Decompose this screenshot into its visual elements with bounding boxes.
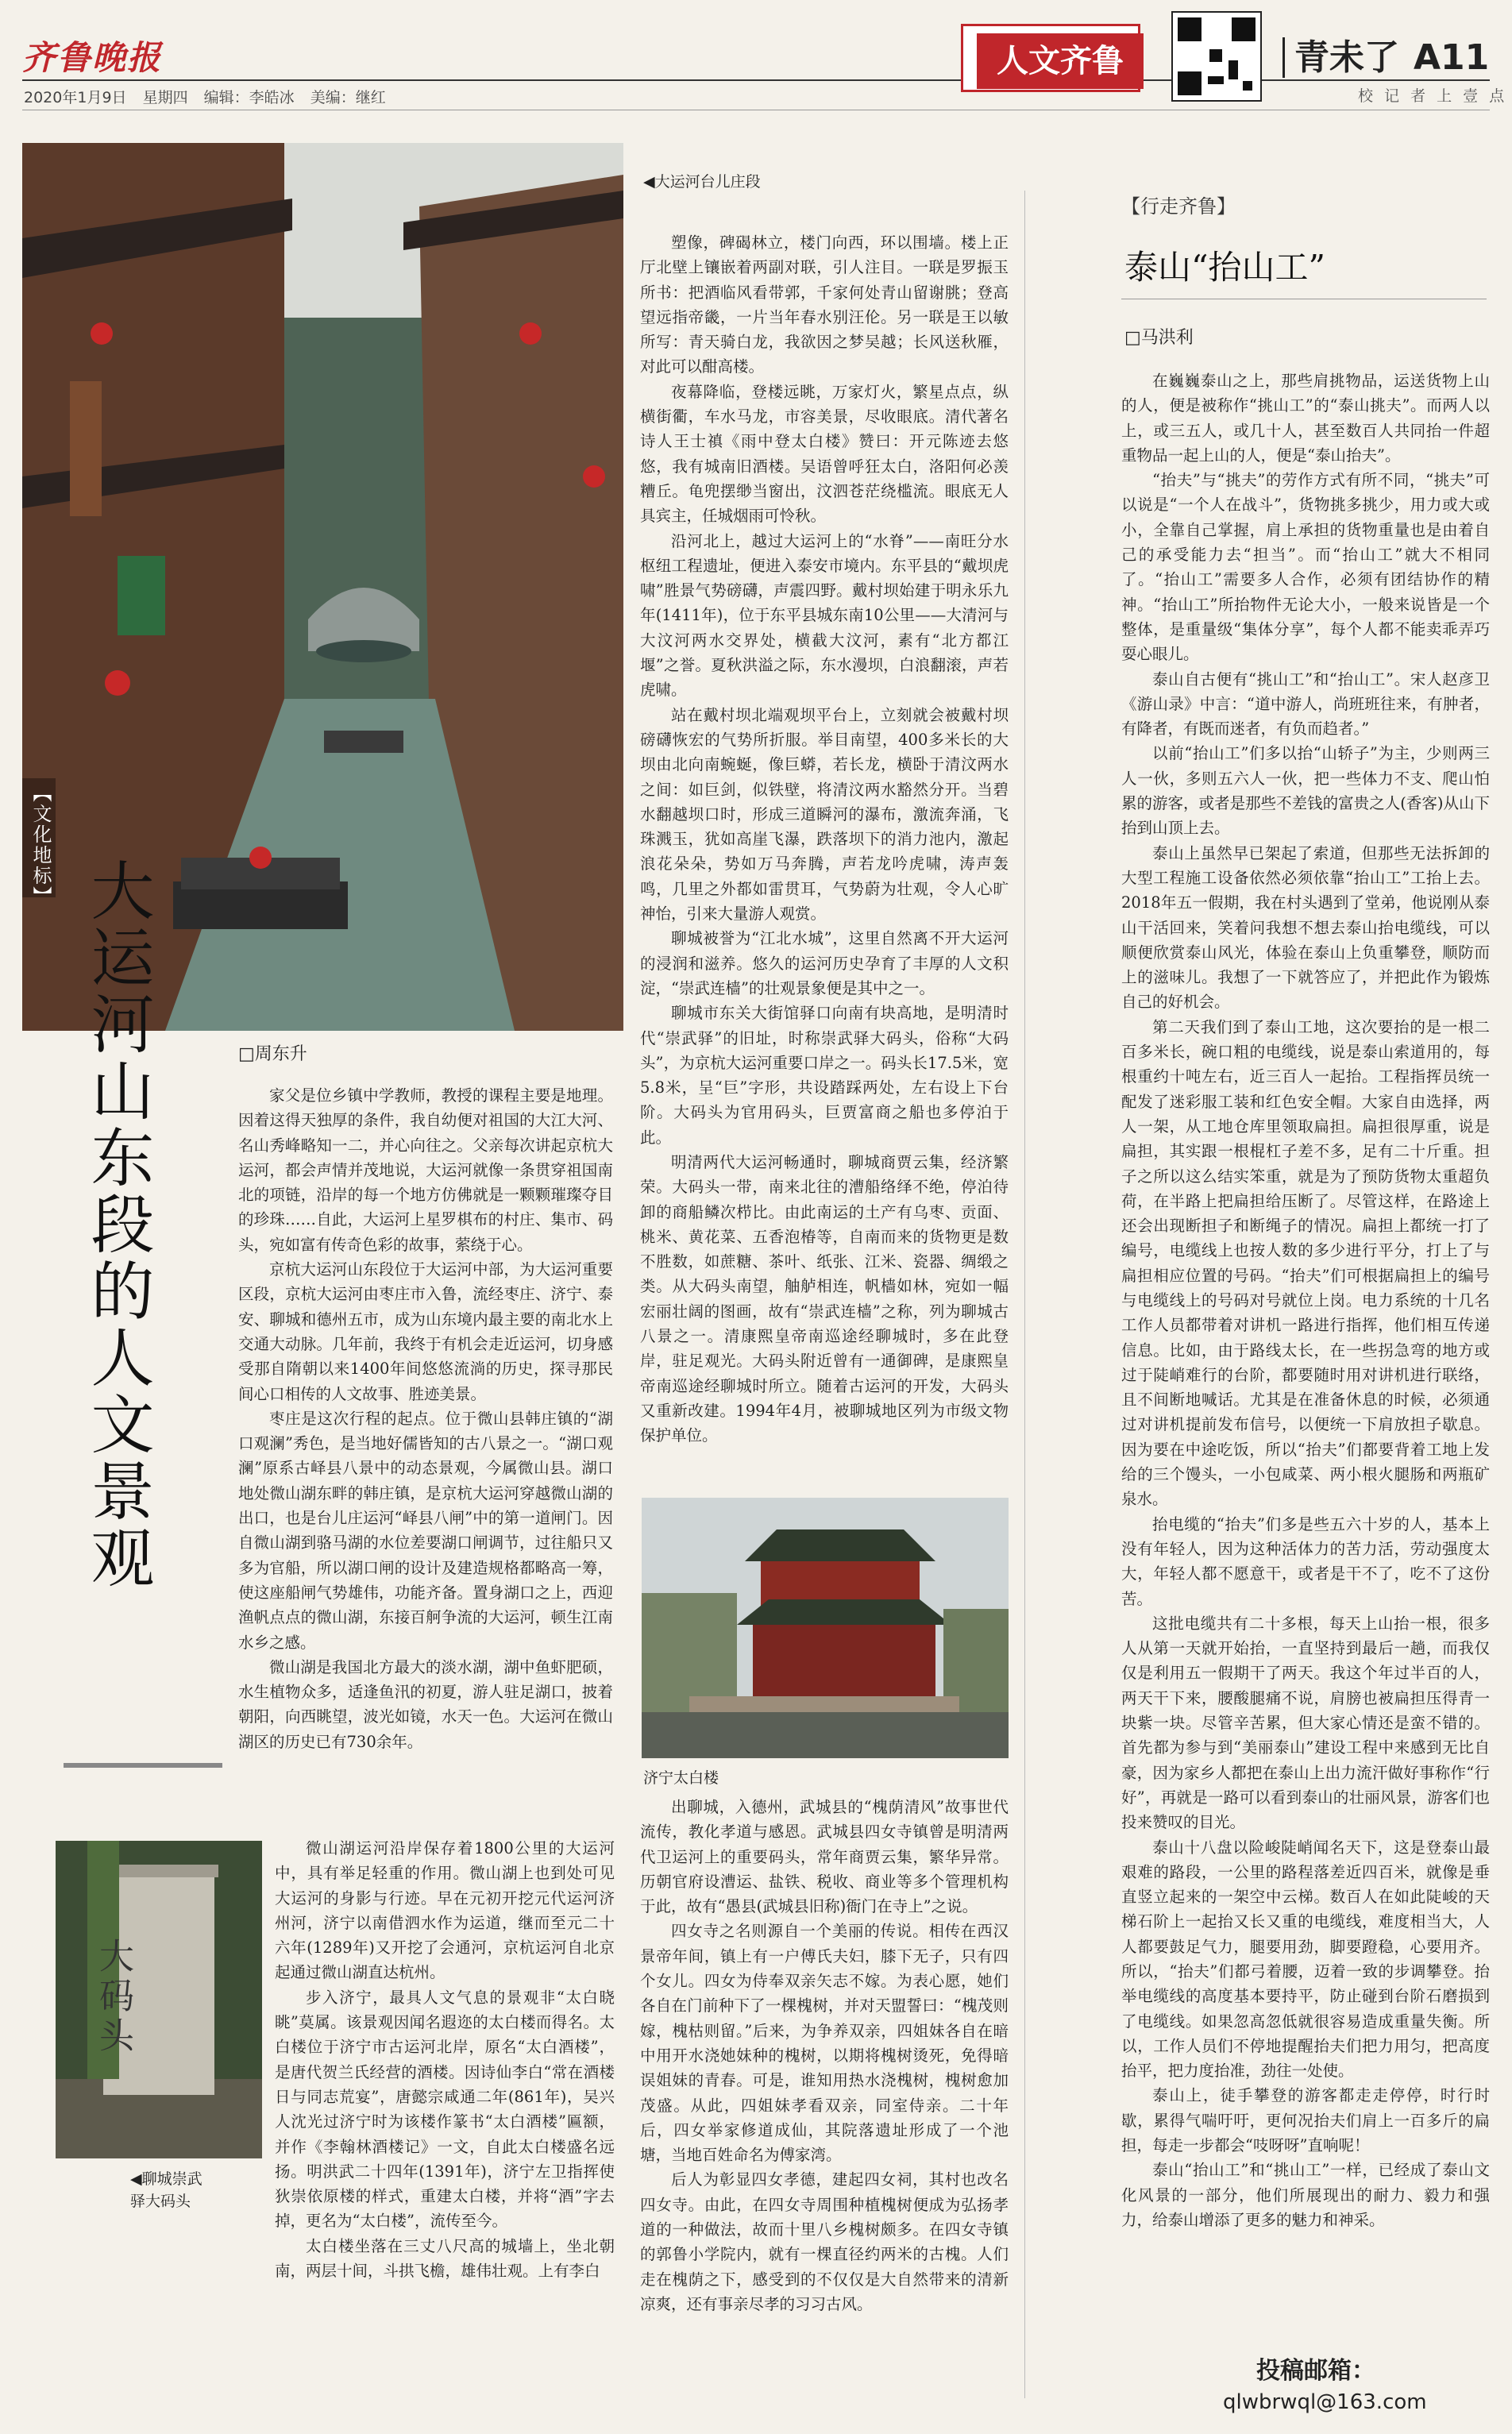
paragraph: 后人为彰显四女孝德，建起四女祠，其村也改名四女寺。由此，在四女寺周围种植槐树便成为弘扬孝道的一种做法，故而十里八乡槐树颇多。在四女寺镇的郭鲁小学院内，就有一棵直径约两米的古槐。人们走在槐荫之下，感受到的不仅仅是大自然带来的清新凉爽，还有事亲尽孝的习习古风。 [640,2170,1009,2313]
column-divider [1024,191,1025,2398]
taibai-tower-photo-art [642,1498,1009,1758]
paragraph: 站在戴村坝北端观坝平台上，立刻就会被戴村坝磅礴恢宏的气势所折服。举目南望，400多米长的大坝由北向南蜿蜒，像巨蟒，若长龙，横卧于清汶两水之间：如巨剑，似铁壁，将清汶两水豁然分开。当碧水翻越坝口时，形成三道瞬河的瀑布，激流奔涌，飞珠溅玉，犹如高崖飞瀑，跌落坝下的消力池内，激起浪花朵朵，势如万马奔腾，声若龙吟虎啸，涛声轰鸣，几里之外都如雷贯耳，气势蔚为壮观，令人心旷神怡，引来大量游人观赏。 [640,705,1009,924]
paragraph: 微山湖运河沿岸保存着1800公里的大运河中，具有举足轻重的作用。微山湖上也到处可见大运河的身影与行迹。早在元初开挖元代运河济州河，济宁以南借泗水作为运道，继而至元二十六年(1289年)又开挖了会通河，京杭运河自北京起通过微山湖直达杭州。 [275,1839,615,1982]
paragraph: 夜幕降临，登楼远眺，万家灯火，繁星点点，纵横街衢，车水马龙，市容美景，尽收眼底。清代著名诗人王士禛《雨中登太白楼》赞曰：开元陈迹去悠悠，我有城南旧酒楼。吴语曾呼狂太白，洛阳何必羡糟丘。龟兜摆缈当窗出，汶泗苍茫绕槛流。眼底无人具宾主，任城烟雨可怜秋。 [640,382,1009,526]
paragraph: 步入济宁，最具人文气息的景观非“太白晓眺”莫属。该景观因闻名遐迩的太白楼而得名。太白楼位于济宁市古运河北岸，原名“太白酒楼”，是唐代贺兰氏经营的酒楼。因诗仙李白“常在酒楼日与同志荒宴”，唐懿宗咸通二年(861年)，吴兴人沈光过济宁时为该楼作篆书“太白酒楼”匾额，并作《李翰林酒楼记》一文，自此太白楼盛名远扬。明洪武二十四年(1391年)，济宁左卫指挥使狄崇依原楼的样式，重建太白楼，并将“酒”字去掉，更名为“太白楼”，流传至今。 [275,1988,615,2231]
submission-email[interactable]: qlwbrwql@163.com [1223,2390,1427,2414]
paragraph: 枣庄是这次行程的起点。位于微山县韩庄镇的“湖口观澜”秀色，是当地好儒皆知的古八景之一。“湖口观澜”原系古峄县八景中的动态景观，今属微山县。湖口地处微山湖东畔的韩庄镇，是京杭大运河穿越微山湖的出口，也是台儿庄运河“峄县八闸”中的第一道闸门。因自微山湖到骆马湖的水位差要湖口闸调节，过往船只又多为官船，所以湖口闸的设计及建造规格都略高一筹，使这座船闸气势雄伟，功能齐备。置身湖口之上，西迎渔帆点点的微山湖，东接百舸争流的大运河，顿生江南水乡之感。 [238,1409,613,1652]
paragraph: 这批电缆共有二十多根，每天上山抬一根，很多人从第一天就开始抬，一直坚持到最后一趟，而我仅仅是利用五一假期干了两天。我这个年过半百的人，两天干下来，腰酸腿痛不说，肩膀也被扁担压得青一块紫一块。尽管辛苦累，但大家心情还是蛮不错的。首先都为参与到“美丽泰山”建设工程中来感到无比自豪，因为家乡人都把在泰山上出力流汗做好事称作“行好”，再就是一路可以看到泰山的壮丽风景，游客们也投来赞叹的目光。 [1121,1614,1490,1832]
paragraph: 明清两代大运河畅通时，聊城商贾云集，经济繁荣。大码头一带，南来北往的漕船络绎不绝，停泊待卸的商船鳞次栉比。由此南运的土产有乌枣、贡面、桃米、黄花菜、五香泡椿等，自南而来的货物更是数不胜数，如蔗糖、茶叶、纸张、江米、瓷器、绸缎之类。从大码头南望，舳舻相连，帆樯如林，宛如一幅宏丽壮阔的图画，故有“崇武连樯”之称，列为聊城古八景之一。清康熙皇帝南巡途经聊城时，多在此登岸，驻足观光。大码头附近曾有一通御碑，是康熙皇帝南巡途经聊城时所立。随着古运河的开发，大码头又重新改建。1994年4月，被聊城地区列为市级文物保护单位。 [640,1152,1009,1445]
right-story-byline: □马洪利 [1124,328,1194,348]
paragraph: 泰山自古便有“挑山工”和“抬山工”。宋人赵彦卫《游山录》中言：“道中游人，尚班班往来，有肿者，有降者，有既而迷者，有负而趋者。” [1121,669,1490,739]
page-credits: 校 记 者 上 壹 点 [1358,87,1508,105]
newspaper-logo: 齐鲁晚报 [22,38,163,77]
canal-photo-caption: ◀大运河台儿庄段 [643,173,761,191]
paragraph: 在巍巍泰山之上，那些肩挑物品，运送货物上山的人，便是被称作“挑山工”的“泰山挑夫”。而两人以上，或三五人，或几十人，甚至数百人共同抬一件超重物品一起上山的人，便是“泰山抬夫”。 [1121,372,1490,465]
culture-label: 【文化地标】 [29,783,52,907]
paragraph: 以前“抬山工”们多以抬“山轿子”为主，少则两三人一伙，多则五六人一伙，把一些体力不支、爬山怕累的游客，或者是那些不差钱的富贵之人(香客)从山下抬到山顶上去。 [1121,744,1490,838]
paragraph: 家父是位乡镇中学教师，教授的课程主要是地理。因着这得天独厚的条件，我自幼便对祖国的大江大河、名山秀峰略知一二，并心向往之。父亲每次讲起京杭大运河，都会声情并茂地说，大运河就像一条贯穿祖国南北的项链，沿岸的每一个地方仿佛就是一颗颗璀璨夺目的珍珠……自此，大运河上星罗棋布的村庄、集市、码头，宛如富有传奇色彩的故事，萦绕于心。 [238,1086,613,1254]
paragraph: 第二天我们到了泰山工地，这次要抬的是一根二百多米长，碗口粗的电缆线，说是泰山索道用的，每根重约十吨左右，近三百人一起抬。工程指挥员统一配发了迷彩服工装和红色安全帽。大家自由选择，两人一架，从工地仓库里领取扁担。扁担很厚重，说是扁担，其实跟一根棍杠子差不多，足有二十斤重。担子之所以这么结实笨重，就是为了预防货物太重超负荷，在半路上把扁担给压断了。尽管这样，在路途上还会出现断担子和断绳子的情况。扁担上都统一打了编号，电缆线上也按人数的多少进行平分，打上了与扁担相应位置的号码。“抬夫”们可根据扁担上的编号与电缆线上的号码对号就位上岗。电力系统的十几名工作人员都带着对讲机一路进行指挥，他们相互传递信息。比如，由于路线太长，在一些拐急弯的地方或过于陡峭难行的台阶，都要随时用对讲机进行联络，且不间断地喊话。尤其是在准备休息的时候，必须通过对讲机提前发布信号，以便统一下肩放担子歇息。因为要在中途吃饭，所以“抬夫”们都要背着工地上发给的三个馒头，一小包咸菜、两小根火腿肠和两瓶矿泉水。 [1121,1017,1490,1509]
paragraph: 聊城被誉为“江北水城”，这里自然离不开大运河的浸润和滋养。悠久的运河历史孕育了丰厚的人文积淀，“崇武连樯”的壮观景象便是其中之一。 [640,929,1009,997]
left-story-title: 大运河山东段的人文景观 [80,858,154,1591]
left-story-column-3 [640,230,1009,1504]
paragraph: 聊城市东关大街馆驿口向南有块高地，是明清时代“崇武驿”的旧址，时称崇武驿大码头，俗称“大码头”，为京杭大运河重要口岸之一。码头长17.5米，宽5.8米，呈“巨”字形，共设踏踩两处，左右设上下台阶。大码头为官用码头，巨贾富商之船也多停泊于此。 [640,1004,1009,1147]
paragraph: 微山湖是我国北方最大的淡水湖，湖中鱼虾肥硕，水生植物众多，适逢鱼汛的初夏，游人驻足湖口，披着朝阳，向西眺望，波光如镜，水天一色。大运河在微山湖区的历史已有730余年。 [238,1657,613,1751]
paragraph: “抬夫”与“挑夫”的劳作方式有所不同，“挑夫”可以说是“一个人在战斗”，货物挑多挑少，用力或大或小，全靠自己掌握，肩上承担的货物重量也是由着自己的承受能力去“担当”。而“抬山工”就大不相同了。“抬山工”需要多人合作，必须有团结协作的精神。“抬山工”所抬物件无论大小，一般来说皆是一个整体，是重量级“集体分享”，每个人都不能卖乖弄巧耍心眼儿。 [1121,471,1490,664]
paragraph: 泰山上，徒手攀登的游客都走走停停，时行时歇，累得气喘吁吁，更何况抬夫们肩上一百多斤的扁担，每走一步都会“吱呀呀”直响呢！ [1121,2086,1490,2155]
page-number: A11 [1414,37,1490,78]
right-story-label: 【行走齐鲁】 [1121,195,1236,218]
paragraph: 出聊城，入德州，武城县的“槐荫清风”故事世代流传，教化孝道与感恩。武城县四女寺镇曾是明清两代卫运河上的重要码头，常年商贾云集，繁华异常。历朝官府设漕运、盐铁、税收、商业等多个管理机构于此，故有“愚县(武城县旧称)衙门在寺上”之说。 [640,1798,1009,1916]
taibai-tower-caption: 济宁太白楼 [643,1769,719,1787]
title-rule [64,1763,222,1768]
paragraph: 泰山上虽然早已架起了索道，但那些无法拆卸的大型工程施工设备依然必须依靠“抬山工”工抬上去。2018年五一假期，我在村头遇到了堂弟，他说刚从泰山干活回来，笑着问我想不想去泰山抬电缆线，可以顺便欣赏泰山风光，体验在泰山上负重攀登，顺防而上的滋味儿。我想了一下就答应了，并把此作为锻炼自己的好机会。 [1121,843,1490,1012]
right-story-title: 泰山“抬山工” [1124,248,1325,287]
paragraph: 沿河北上，越过大运河上的“水脊”——南旺分水枢纽工程遗址，便进入泰安市境内。东平县的“戴坝虎啸”胜景气势磅礴，声震四野。戴村坝始建于明永乐九年(1411年)，位于东平县城东南10公里——大清河与大汶河两水交界处，横截大汶河，素有“北方都江堰”之誉。夏秋洪溢之际，东水漫坝，白浪翻滚，声若虎啸。 [640,531,1009,700]
paragraph: 塑像，碑碣林立，楼门向西，环以围墙。楼上正厅北壁上镶嵌着两副对联，引人注目。一联是罗振玉所书：把酒临风看带郭，千家何处青山留谢朓；登高望远指帝畿，一片当年春水别汪伦。另一联是王以敏所写：青天骑白龙，我欲因之梦吴越；长风送秋雁，对此可以酣高楼。 [640,233,1009,376]
stele-photo [56,1841,262,2158]
paragraph: 泰山“抬山工”和“挑山工”一样，已经成了泰山文化风景的一部分，他们所展现出的耐力、毅力和强力，给泰山增添了更多的魅力和神采。 [1121,2161,1490,2229]
qr-code-icon [1171,11,1262,102]
right-story-body [1121,368,1490,2338]
header-rule [22,79,1490,81]
paragraph: 太白楼坐落在三丈八尺高的城墙上，坐北朝南，两层十间，斗拱飞檐，雄伟壮观。上有李白 [275,2236,615,2281]
paragraph: 京杭大运河山东段位于大运河中部，为大运河重要区段，京杭大运河由枣庄市入鲁，流经枣庄、济宁、泰安、聊城和德州五市，成为山东境内最主要的南北水上交通大动脉。几年前，我终于有机会走近运河，切身感受那自隋朝以来1400年间悠悠流淌的历史，探寻那民间心口相传的人文故事、胜迹美景。 [238,1260,613,1403]
paragraph: 四女寺之名则源自一个美丽的传说。相传在西汉景帝年间，镇上有一户傅氏夫妇，膝下无子，只有四个女儿。四女为侍奉双亲矢志不嫁。为表心愿，她们各自在门前种下了一棵槐树，并对天盟誓曰：“槐茂则嫁，槐枯则留。”后来，为争养双亲，四姐妹各自在暗中用开水浇她妹种的槐树，以期将槐树烫死，免得暗误姐妹的青春。可是，谁知用热水浇槐树，槐树愈加茂盛。从此，四姐妹孝看双亲，同室侍亲。二十年后，四女举家修道成仙，其院落遗址形成了一个池塘，当地百姓命名为傅家湾。 [640,1922,1009,2165]
issue-date: 2020年1月9日 [24,89,127,106]
issue-editor: 编辑：李皓冰 [203,89,295,106]
submission-label: 投稿邮箱： [1256,2357,1375,2385]
stele-inscription: 大码头 [93,1938,133,2057]
stele-photo-art [56,1841,262,2158]
page-header [1282,29,1489,79]
paragraph: 抬电缆的“抬夫”们多是些五六十岁的人，基本上没有年轻人，因为这种活体力的苦力活，劳动强度太大，年轻人都不愿意干，或者是干不了，吃不了这份苦。 [1121,1514,1490,1608]
issue-designer: 美编：继红 [310,89,386,106]
issue-weekday: 星期四 [142,89,188,106]
left-story-byline: □周东升 [238,1044,307,1064]
page-editor-name: 青未了 [1282,37,1399,78]
left-story-column-4 [640,1795,1009,2398]
section-label: 人文齐鲁 [977,33,1144,89]
taibai-tower-photo [642,1498,1009,1758]
issue-meta [24,86,397,107]
left-story-column-2 [275,1836,615,2401]
stele-photo-caption: ◀聊城崇武驿大码头 [130,2170,202,2210]
paragraph: 泰山十八盘以险峻陡峭闻名天下，这是登泰山最艰难的路段，一公里的路程落差近四百米，就像是垂直竖立起来的一架空中云梯。数百人在如此陡峻的天梯石阶上一起抬又长又重的电缆线，难度相当大，人人都要鼓足气力，腿要用劲，脚要蹬稳，心要用齐。所以，“抬夫”们都弓着腰，迈着一致的步调攀登。抬举电缆线的高度基本要持平，防止碰到台阶石磨损到了电缆线。如果忽高忽低就很容易造成重量失衡。所以，工作人员们不停地提醒抬夫们把力用匀，把高度抬平，把力度抬准，劲往一处使。 [1121,1838,1490,2081]
left-story-column-1 [238,1083,613,1846]
